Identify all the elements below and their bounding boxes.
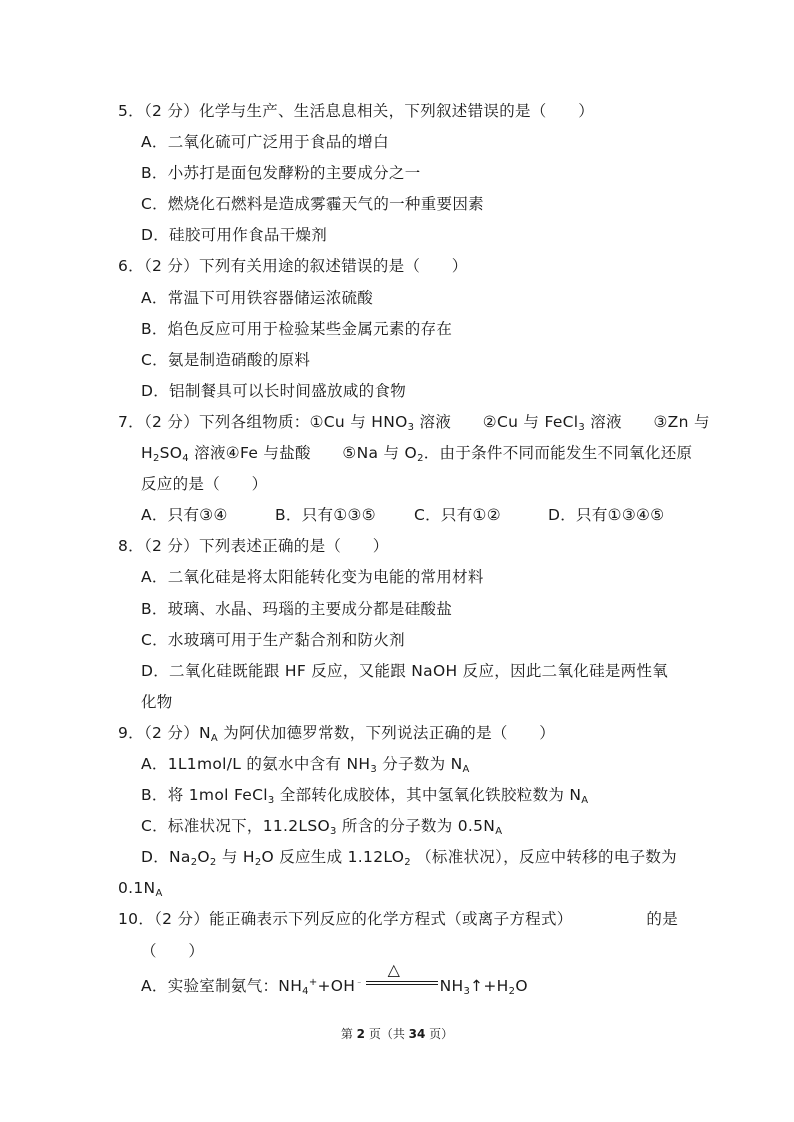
question-5-option-b: B．小苏打是面包发酵粉的主要成分之一 [141, 164, 421, 183]
question-10-option-a: A．实验室制氨气：$NH_4^++OH^﹣$ △ $NH_3↑+H_2O$ [141, 959, 528, 997]
question-7-stem-line-2: $H_2SO_4$ 溶液④Fe 与盐酸 ⑤Na 与 $O_2$．由于条件不同而能发生不同氧化还原 [141, 444, 693, 465]
heating-condition-sign [366, 959, 438, 992]
question-5-option-d: D．硅胶可用作食品干燥剂 [141, 226, 328, 245]
question-6-option-a: A．常温下可用铁容器储运浓硫酸 [141, 288, 374, 307]
question-6-option-d: D．铝制餐具可以长时间盛放咸的食物 [141, 381, 407, 400]
question-9-option-c: C．标准状况下，$11.2LSO_3$ 所含的分子数为 $0.5N_A$ [141, 817, 503, 838]
question-6-option-c: C．氨是制造硝酸的原料 [141, 350, 311, 369]
question-10-answer-parentheses: （ ） [141, 941, 205, 960]
question-7-option-d: D．只有①③④⑤ [548, 506, 665, 525]
question-5-stem: 5．（2 分）化学与生产、生活息息相关，下列叙述错误的是（ ） [118, 102, 595, 120]
question-8-option-b: B．玻璃、水晶、玛瑙的主要成分都是硅酸盐 [141, 599, 453, 618]
question-6-stem: 6．（2 分）下列有关用途的叙述错误的是（ ） [118, 257, 468, 276]
question-8-option-a: A．二氧化硅是将太阳能转化变为电能的常用材料 [141, 568, 484, 587]
question-7-option-a: A．只有③④ [141, 506, 228, 525]
question-10-stem: 10．（2 分）能正确表示下列反应的化学方程式（或离子方程式） 的是 [118, 910, 678, 929]
question-8-stem: 8．（2 分）下列表述正确的是（ ） [118, 537, 389, 556]
page-total: 34 [408, 1027, 426, 1041]
question-9-option-d: D．$Na_2O_2$ 与 $H_2O$ 反应生成 $1.12LO_2$ （标准状况），反应中转移的电子数为 [141, 848, 677, 869]
question-7-stem-line-3: 反应的是（ ） [141, 475, 268, 494]
question-5-option-c: C．燃烧化石燃料是造成雾霾天气的一种重要因素 [141, 195, 484, 214]
question-7-stem: 7．（2 分）下列各组物质：①Cu 与 $HNO_3$ 溶液 ②Cu 与 FeCl$_3$ 溶液 ③Zn 与 [118, 412, 710, 433]
question-8-option-d: D．二氧化硅既能跟 HF 反应，又能跟 NaOH 反应，因此二氧化硅是两性氧 [141, 661, 669, 680]
exam-content [118, 101, 710, 1003]
question-9-option-b: B．将 1mol FeCl$_3$ 全部转化成胶体，其中氢氧化铁胶粒数为 $N_A$ [141, 786, 589, 807]
question-7-options [118, 505, 678, 536]
question-9-stem: 9．（2 分）$N_A$ 为阿伏加德罗常数，下列说法正确的是（ ） [118, 723, 556, 744]
question-8-option-c: C．水玻璃可用于生产黏合剂和防火剂 [141, 630, 405, 649]
page-number: 2 [356, 1027, 365, 1041]
question-7-option-b: B．只有①③⑤ [275, 506, 376, 525]
page-footer: 第 2 页（共 34 页） [340, 1027, 454, 1041]
question-5-option-a: A．二氧化硫可广泛用于食品的增白 [141, 133, 389, 152]
question-6-option-b: B．焰色反应可用于检验某些金属元素的存在 [141, 319, 453, 338]
triangle-heat-icon: △ [387, 959, 401, 979]
question-9-option-a: A．1L1mol/L 的氨水中含有 $NH_3$ 分子数为 $N_A$ [141, 754, 470, 775]
question-7-option-c: C．只有①② [414, 506, 501, 525]
question-9-option-d-continued: $0.1N_A$ [118, 879, 163, 900]
question-8-option-d-continued: 化物 [141, 692, 173, 711]
